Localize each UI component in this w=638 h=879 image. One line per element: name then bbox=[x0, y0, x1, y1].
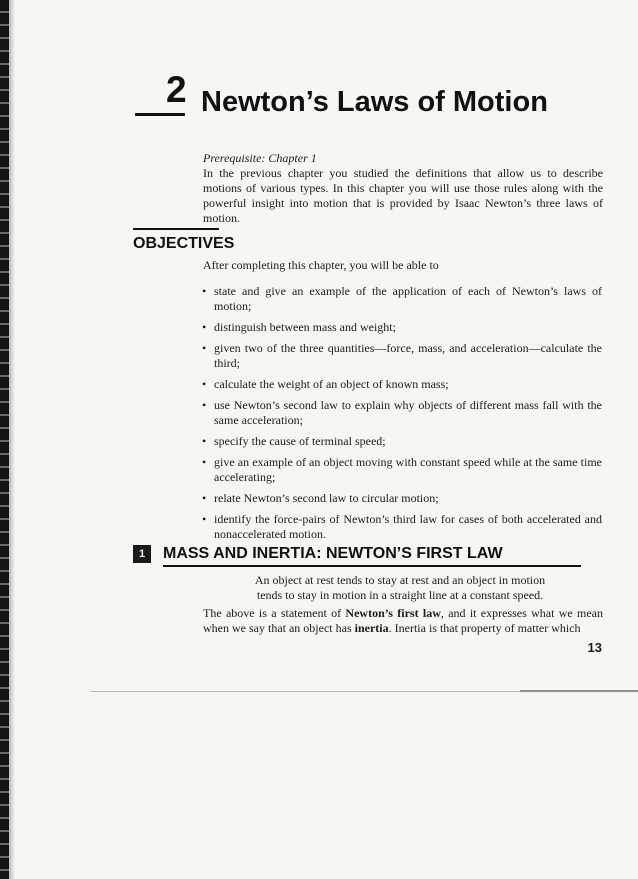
section-heading bbox=[133, 542, 603, 568]
body-text: The above is a statement of bbox=[203, 606, 346, 620]
objective-item bbox=[202, 377, 602, 392]
objective-item bbox=[202, 434, 602, 449]
objective-item bbox=[202, 398, 602, 428]
chapter-heading bbox=[133, 70, 603, 130]
binding-edge bbox=[0, 0, 9, 879]
chapter-number: 2 bbox=[166, 69, 187, 110]
objectives-list bbox=[202, 284, 602, 548]
chapter-title: Newton’s Laws of Motion bbox=[201, 86, 548, 118]
binding-shadow bbox=[9, 0, 15, 879]
objective-item bbox=[202, 320, 602, 335]
bullet-icon: • bbox=[202, 455, 207, 469]
objectives-intro: After completing this chapter, you will be able to bbox=[203, 258, 439, 272]
term-inertia: inertia bbox=[354, 621, 389, 635]
page-number: 13 bbox=[587, 640, 602, 655]
body-text: , and it expresses what we mean when we say that an object has bbox=[203, 606, 603, 635]
objective-text: identify the force-pairs of Newton’s third law for cases of both accelerated and nonaccelerated motion. bbox=[214, 512, 602, 541]
prerequisite-text: In the previous chapter you studied the definitions that allow us to describe motions of various types. In this chapter you will use those rules along with the powerful insight into motion that is provided by Isaac Newton’s three laws of motion. bbox=[203, 166, 603, 225]
objective-item bbox=[202, 455, 602, 485]
bullet-icon: • bbox=[202, 434, 207, 448]
bullet-icon: • bbox=[202, 284, 207, 298]
objective-text: state and give an example of the application of each of Newton’s laws of motion; bbox=[214, 284, 602, 313]
objectives-title: OBJECTIVES bbox=[133, 235, 235, 252]
objective-text: relate Newton’s second law to circular motion; bbox=[214, 491, 439, 505]
section-rule bbox=[163, 565, 581, 567]
body-text: . Inertia is that property of matter which bbox=[388, 621, 581, 635]
objective-text: calculate the weight of an object of known mass; bbox=[214, 377, 449, 391]
section-body-paragraph bbox=[203, 606, 603, 636]
objective-item bbox=[202, 341, 602, 371]
first-law-statement bbox=[240, 573, 560, 603]
objective-text: specify the cause of terminal speed; bbox=[214, 434, 386, 448]
objective-text: distinguish between mass and weight; bbox=[214, 320, 396, 334]
bullet-icon: • bbox=[202, 320, 207, 334]
objective-text: given two of the three quantities—force, mass, and acceleration—calculate the third; bbox=[214, 341, 602, 370]
objectives-heading bbox=[133, 228, 235, 254]
chapter-number-rule bbox=[135, 113, 185, 116]
objective-text: use Newton’s second law to explain why objects of different mass fall with the same acceleration; bbox=[214, 398, 602, 427]
section-number-badge: 1 bbox=[133, 545, 151, 563]
prerequisite-block bbox=[203, 150, 603, 226]
bullet-icon: • bbox=[202, 377, 207, 391]
objective-item bbox=[202, 491, 602, 506]
objective-item bbox=[202, 512, 602, 542]
term-newtons-first-law: Newton’s first law bbox=[345, 606, 441, 620]
page-edge-shadow bbox=[520, 690, 638, 692]
section-title: MASS AND INERTIA: NEWTON’S FIRST LAW bbox=[163, 545, 503, 562]
bullet-icon: • bbox=[202, 512, 207, 526]
bullet-icon: • bbox=[202, 341, 207, 355]
objectives-rule bbox=[133, 228, 219, 230]
law-line: An object at rest tends to stay at rest and an object in motion bbox=[254, 573, 546, 587]
prerequisite-label: Prerequisite: Chapter 1 bbox=[203, 151, 317, 165]
bullet-icon: • bbox=[202, 398, 207, 412]
objective-item bbox=[202, 284, 602, 314]
bullet-icon: • bbox=[202, 491, 207, 505]
law-line: tends to stay in motion in a straight line at a constant speed. bbox=[256, 588, 544, 602]
objective-text: give an example of an object moving with constant speed while at the same time accelerating; bbox=[214, 455, 602, 484]
